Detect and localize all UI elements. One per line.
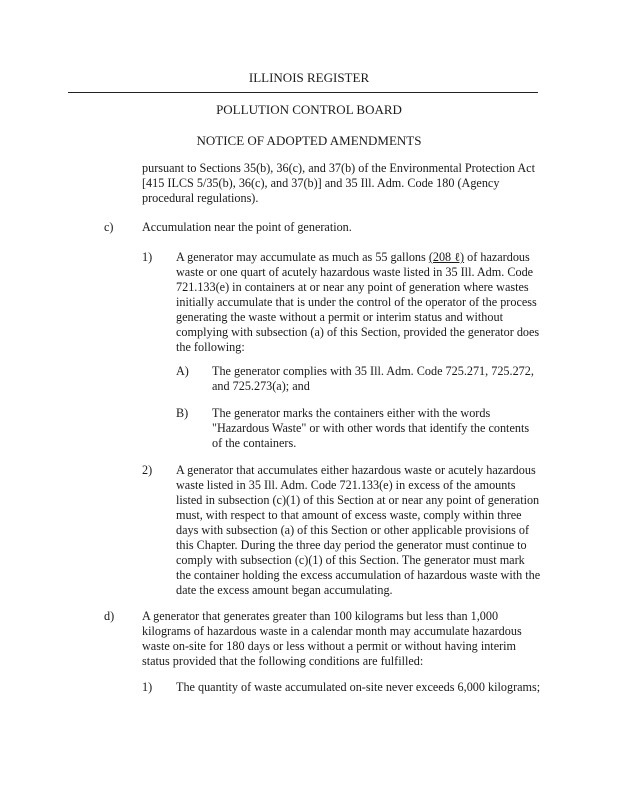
item-c2-line: waste listed in 35 Ill. Adm. Code 721.133(e) in excess of the amounts [176, 478, 516, 492]
sub-b-line: of the containers. [212, 436, 297, 450]
section-d-line: A generator that generates greater than 100 kilograms but less than 1,000 [142, 609, 499, 623]
section-c-marker: c) [104, 220, 114, 234]
item-c2-line: A generator that accumulates either hazardous waste or acutely hazardous [176, 463, 536, 477]
item-c1-text: of hazardous [464, 250, 530, 264]
section-d-line: status provided that the following conditions are fulfilled: [142, 654, 424, 668]
intro-line: [415 ILCS 5/35(b), 36(c), and 37(b)] and 35 Ill. Adm. Code 180 (Agency [142, 176, 500, 190]
item-c1-line: 721.133(e) in containers at or near any point of generation where wastes [176, 280, 529, 294]
item-c1-line: generating the waste without a permit or interim status and without [176, 310, 503, 324]
item-c2-line: must, with respect to that amount of excess waste, comply within three [176, 508, 522, 522]
item-c2-line: this Chapter. During the three day period the generator must continue to [176, 538, 527, 552]
item-d1-marker: 1) [142, 680, 153, 694]
sub-b-line: The generator marks the containers either with the words [212, 406, 491, 420]
section-d-line: kilograms of hazardous waste in a calendar month may accumulate hazardous [142, 624, 522, 638]
item-c1-line: waste or one quart of acutely hazardous waste listed in 35 Ill. Adm. Code [176, 265, 534, 279]
sub-b-marker: B) [176, 406, 189, 420]
item-c1-marker: 1) [142, 250, 153, 264]
sub-a-marker: A) [176, 364, 189, 378]
item-c1-line: the following: [176, 340, 245, 354]
sub-b-line: "Hazardous Waste" or with other words that identify the contents [212, 421, 530, 435]
section-d-line: waste on-site for 180 days or less without a permit or without having interim [142, 639, 517, 653]
intro-line: pursuant to Sections 35(b), 36(c), and 37(b) of the Environmental Protection Act [142, 161, 535, 175]
header-rule [68, 92, 538, 93]
item-c2-marker: 2) [142, 463, 153, 477]
unit-underline: (208 ℓ) [428, 250, 465, 264]
item-d1-line: The quantity of waste accumulated on-site never exceeds 6,000 kilograms; [176, 680, 541, 694]
item-c1-line [176, 250, 530, 265]
section-d-marker: d) [104, 609, 115, 623]
item-c2-line: days with subsection (a) of this Section or other applicable provisions of [176, 523, 530, 537]
item-c2-line: comply with subsection (c)(1) of this Section. The generator must mark [176, 553, 525, 567]
section-c-heading: Accumulation near the point of generation. [142, 220, 352, 234]
item-c2-line: the container holding the excess accumulation of hazardous waste with the [176, 568, 541, 582]
item-c2-line: date the excess amount began accumulating. [176, 583, 393, 597]
item-c1-text: A generator may accumulate as much as 55 gallons [176, 250, 429, 264]
notice-title: NOTICE OF ADOPTED AMENDMENTS [196, 133, 422, 148]
intro-line: procedural regulations). [142, 191, 259, 205]
board-title: POLLUTION CONTROL BOARD [216, 102, 402, 117]
sub-a-line: The generator complies with 35 Ill. Adm. Code 725.271, 725.272, [212, 364, 534, 378]
item-c1-line: complying with subsection (a) of this Section, provided the generator does [176, 325, 540, 339]
item-c2-line: listed in subsection (c)(1) of this Section at or near any point of generation [176, 493, 540, 507]
register-title: ILLINOIS REGISTER [248, 70, 370, 85]
sub-a-line: and 725.273(a); and [212, 379, 310, 393]
item-c1-line: initially accumulate that is under the control of the operator of the process [176, 295, 537, 309]
